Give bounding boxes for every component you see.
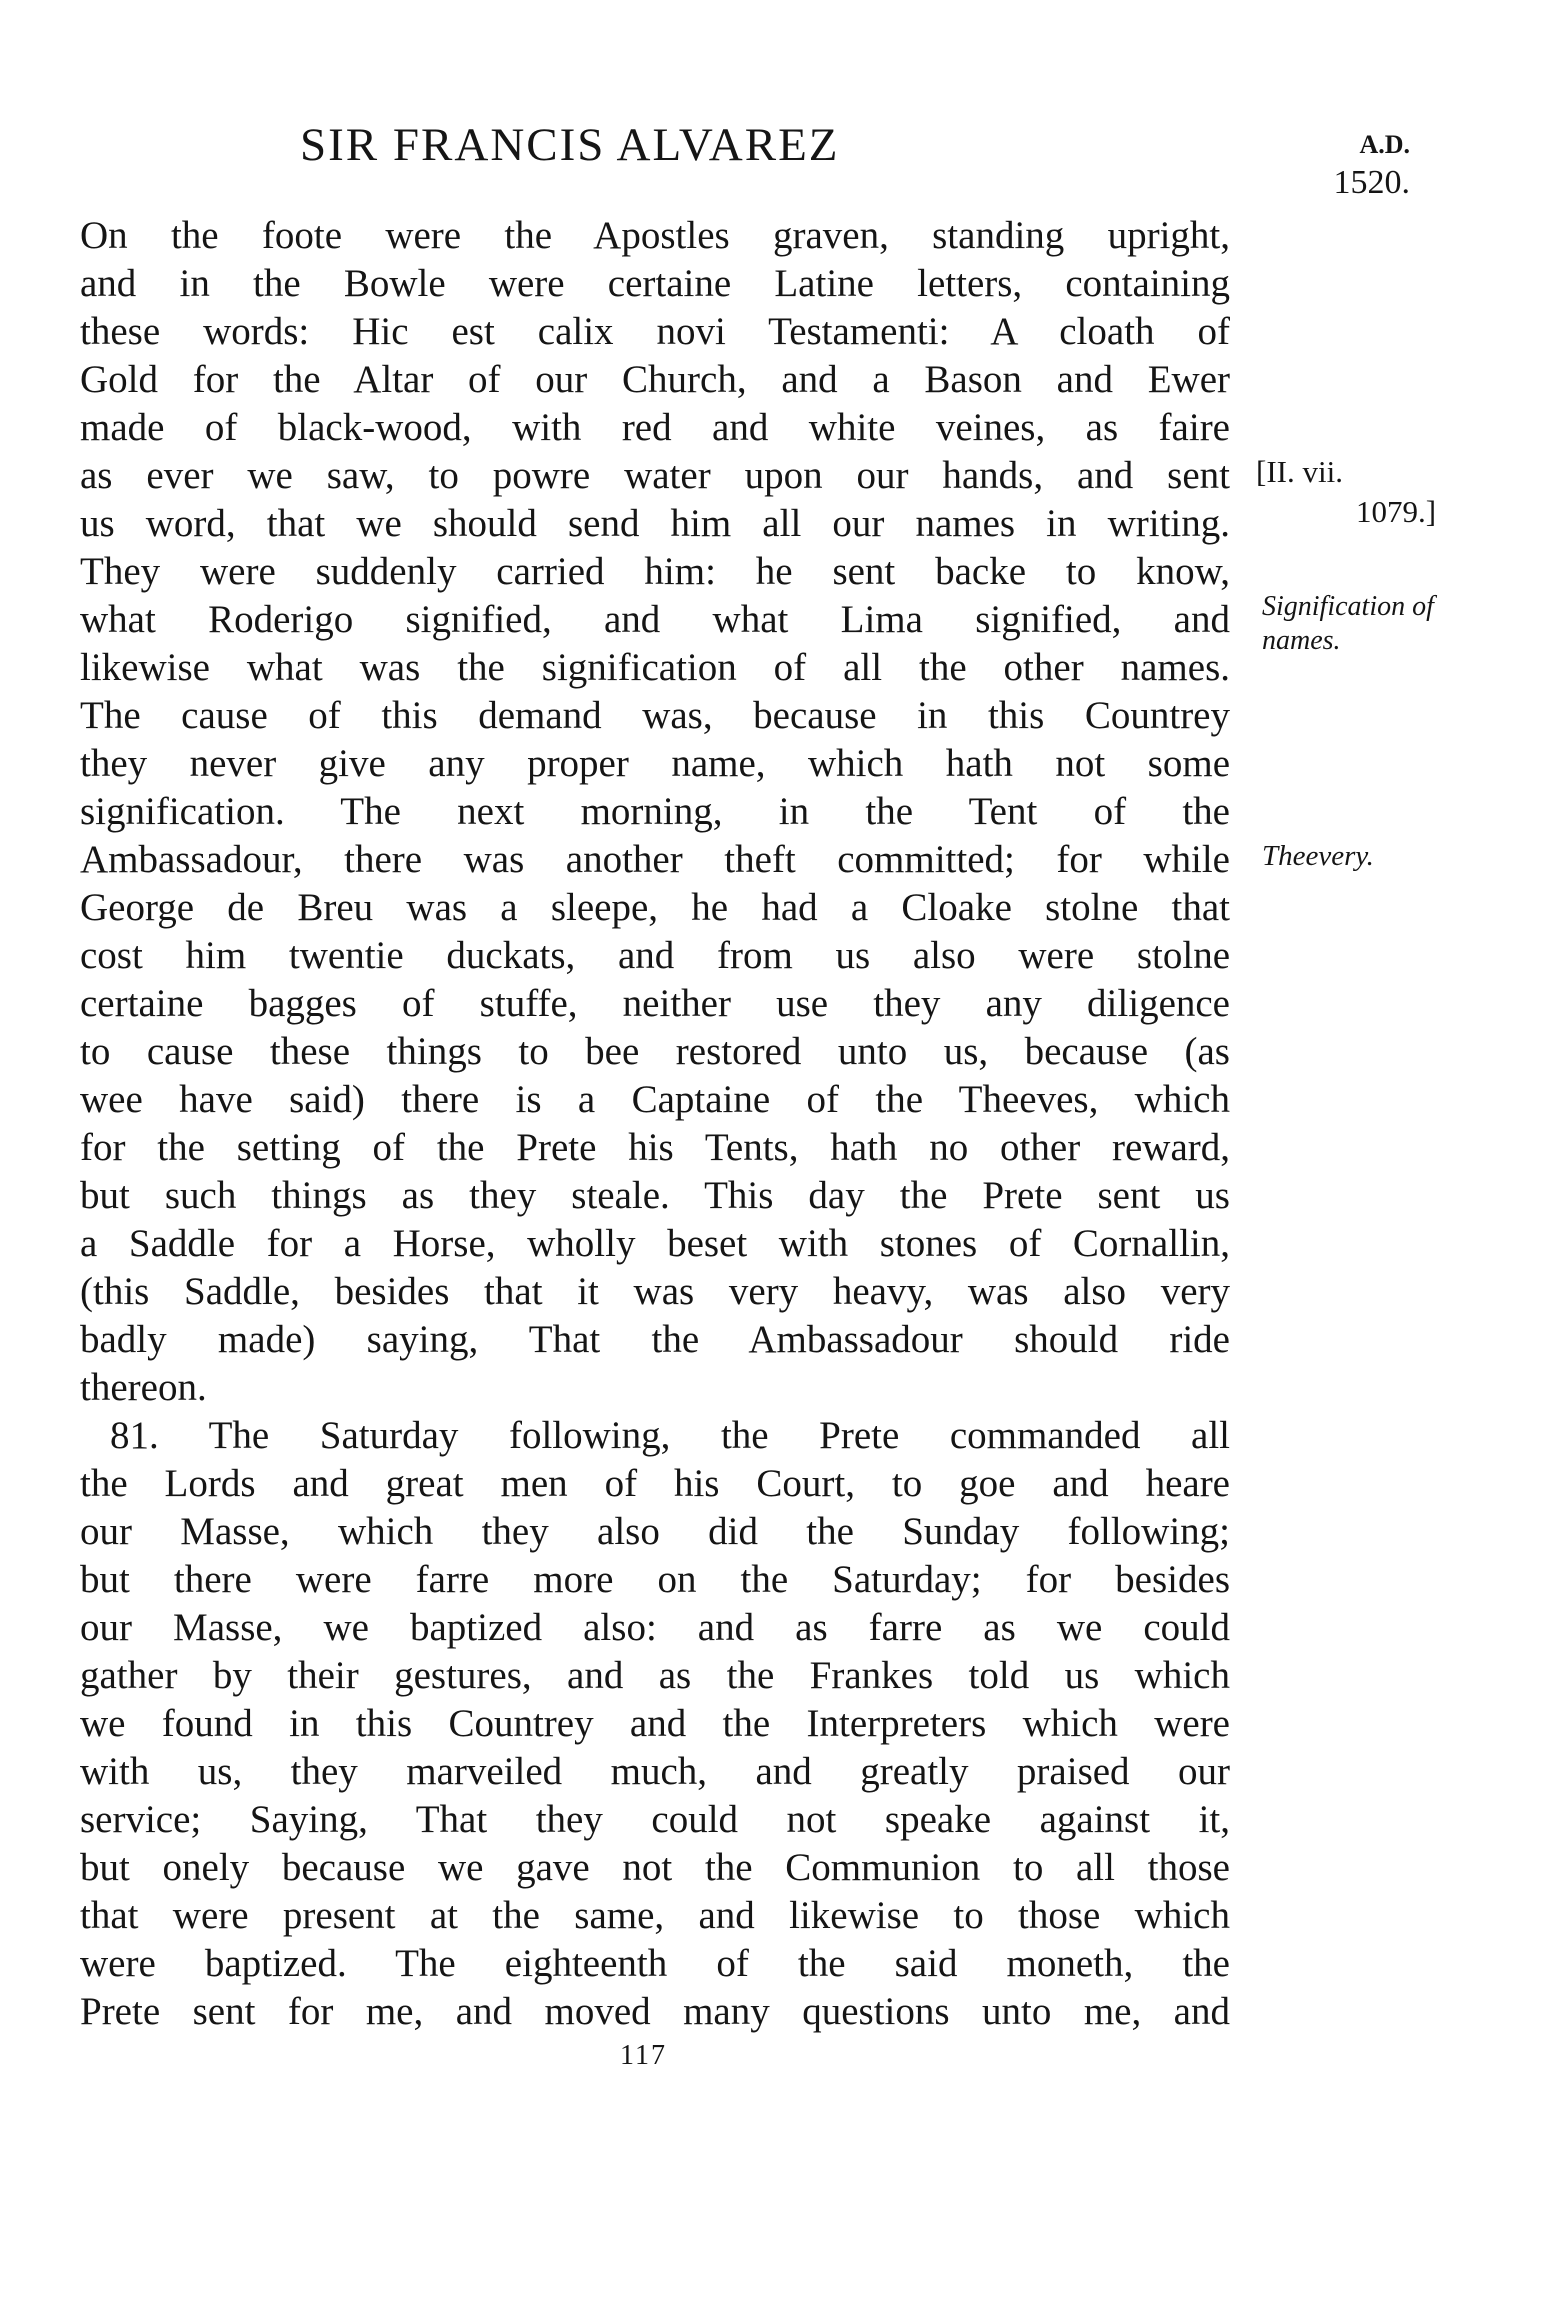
text-line: to cause these things to bee restored unto us, because (as — [80, 1030, 1230, 1073]
text-line: that were present at the same, and likewise to those which — [80, 1894, 1230, 1937]
text-line: us word, that we should send him all our names in writing. — [80, 502, 1230, 545]
year-label: 1520. — [1333, 164, 1410, 201]
text-line: service; Saying, That they could not speake against it, — [80, 1798, 1230, 1841]
text-line: with us, they marveiled much, and greatly praised our — [80, 1750, 1230, 1793]
text-line: Gold for the Altar of our Church, and a Bason and Ewer — [80, 358, 1230, 401]
text-line: but such things as they steale. This day the Prete sent us — [80, 1174, 1230, 1217]
text-line: The cause of this demand was, because in this Countrey — [80, 694, 1230, 737]
text-line: thereon. — [80, 1366, 207, 1409]
page-number: 117 — [620, 2040, 667, 2071]
signification-line-2: names. — [1262, 625, 1341, 656]
text-line: certaine bagges of stuffe, neither use they any diligence — [80, 982, 1230, 1025]
text-line: as ever we saw, to powre water upon our hands, and sent — [80, 454, 1230, 497]
text-line: the Lords and great men of his Court, to goe and heare — [80, 1462, 1230, 1505]
text-line: and in the Bowle were certaine Latine letters, containing — [80, 262, 1230, 305]
text-line: George de Breu was a sleepe, he had a Cloake stolne that — [80, 886, 1230, 929]
margin-reference-note — [1256, 452, 1436, 532]
body-text — [80, 212, 1230, 2036]
text-line: these words: Hic est calix novi Testamenti: A cloath of — [80, 310, 1230, 353]
margin-note-theevery: Theevery. — [1262, 840, 1374, 872]
text-line: but onely because we gave not the Communion to all those — [80, 1846, 1230, 1889]
text-line: they never give any proper name, which hath not some — [80, 742, 1230, 785]
anno-domini-label: A.D. — [1359, 130, 1410, 159]
text-line: were baptized. The eighteenth of the said moneth, the — [80, 1942, 1230, 1985]
text-line: cost him twentie duckats, and from us also were stolne — [80, 934, 1230, 977]
text-line: what Roderigo signified, and what Lima signified, and — [80, 598, 1230, 641]
text-line: Ambassadour, there was another theft committed; for while — [80, 838, 1230, 881]
text-line: On the foote were the Apostles graven, standing upright, — [80, 214, 1230, 257]
reference-volume: [II. vii. — [1256, 454, 1343, 489]
text-line: made of black-wood, with red and white veines, as faire — [80, 406, 1230, 449]
text-line: but there were farre more on the Saturday; for besides — [80, 1558, 1230, 1601]
text-line: They were suddenly carried him: he sent backe to know, — [80, 550, 1230, 593]
reference-page: 1079.] — [1356, 494, 1437, 529]
text-line: (this Saddle, besides that it was very heavy, was also very — [80, 1270, 1230, 1313]
text-line: a Saddle for a Horse, wholly beset with stones of Cornallin, — [80, 1222, 1230, 1265]
paragraph-81-start: 81. The Saturday following, the Prete commanded all — [110, 1414, 1230, 1457]
text-line: for the setting of the Prete his Tents, hath no other reward, — [80, 1126, 1230, 1169]
text-line: our Masse, we baptized also: and as farre as we could — [80, 1606, 1230, 1649]
text-line: our Masse, which they also did the Sunday following; — [80, 1510, 1230, 1553]
text-line: signification. The next morning, in the Tent of the — [80, 790, 1230, 833]
text-line: gather by their gestures, and as the Frankes told us which — [80, 1654, 1230, 1697]
margin-note-signification — [1262, 590, 1434, 658]
signification-line-1: Signification of — [1262, 591, 1434, 622]
running-title: SIR FRANCIS ALVAREZ — [300, 119, 840, 171]
text-line: badly made) saying, That the Ambassadour should ride — [80, 1318, 1230, 1361]
text-line: Prete sent for me, and moved many questions unto me, and — [80, 1990, 1230, 2033]
year-heading — [1300, 130, 1410, 202]
text-line: wee have said) there is a Captaine of the Theeves, which — [80, 1078, 1230, 1121]
text-line: we found in this Countrey and the Interpreters which were — [80, 1702, 1230, 1745]
text-line: likewise what was the signification of all the other names. — [80, 646, 1230, 689]
